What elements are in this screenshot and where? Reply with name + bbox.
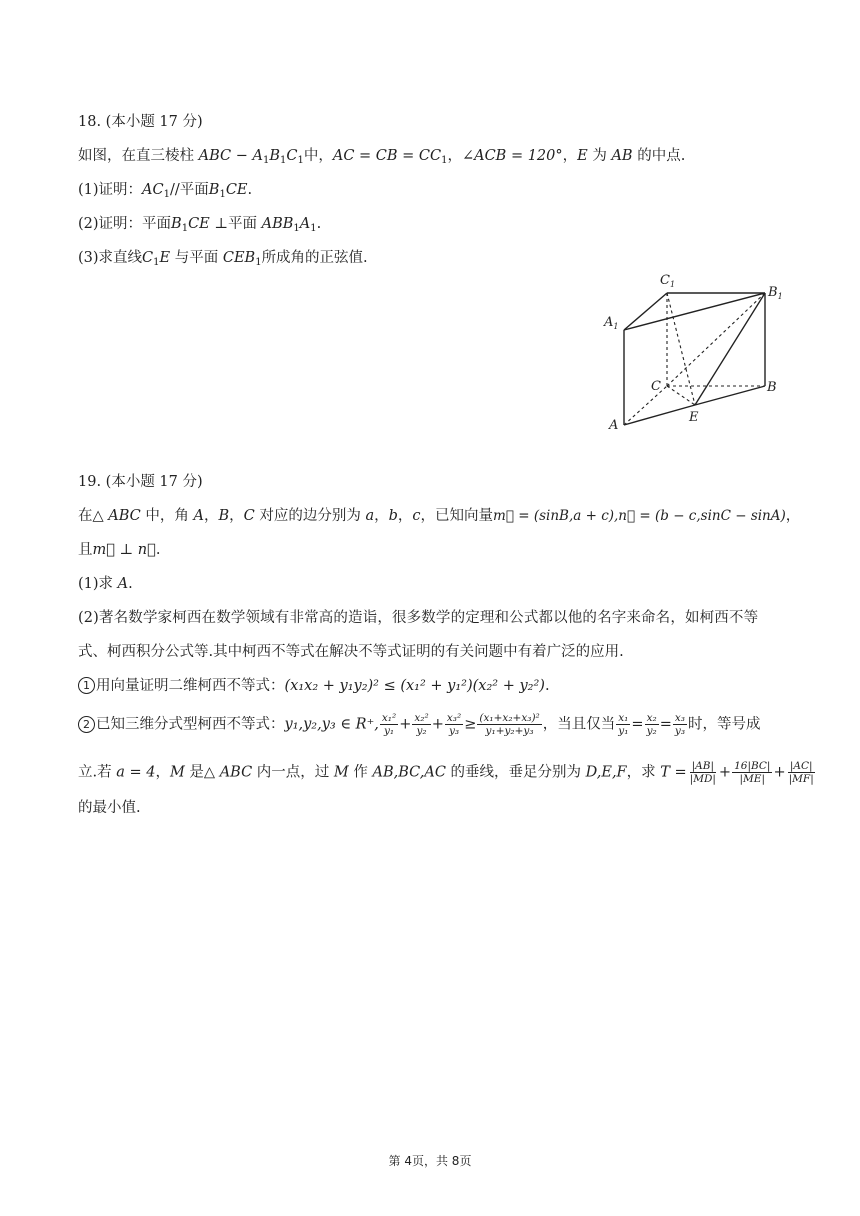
label-a1: $A_1$: [604, 315, 619, 331]
page-footer: 第 4页，共 8页: [388, 1154, 472, 1168]
fraction-ab-md: $\frac{|AB|}{|MD|}$: [689, 760, 716, 785]
fraction-x3-y3: $\frac{\text{x₃}}{\text{y₃}}$: [674, 712, 686, 737]
q19-item2-line3: 的最小值.: [78, 800, 141, 816]
label-c1: $C_1$: [660, 273, 676, 289]
q19-line1: 在△ ABC 中，角 A，B，C 对应的边分别为 a，b，c，已知向量m⃗ = (sinB,a + c),n⃗ = (b − c,sinC − sinA)，: [78, 508, 801, 524]
circled-number-1: 1: [78, 677, 95, 694]
q18-part2: (2)证明：平面$B_1CE$ ⊥平面 $ABB_1A_1$.: [78, 216, 322, 234]
q18-header: 18. (本小题 17 分): [78, 114, 203, 130]
label-c: C: [651, 379, 661, 394]
q19-item2: 2 已知三维分式型柯西不等式：y₁,y₂,y₃ ∈ R⁺, $\frac{\text{x₁²}}{\text{y₁}}$ + $\frac{\text{x₂²}}{\text{y₂}}$ + $\frac{\text{x₃²}}{\text{y₃}}$ ≥ $\frac{\text{(x₁+x₂+x₃)²}}{\text{y₁+y₂+y₃}}$ ，当且仅当 $\frac{\text{x₁}}{\text{y₁}}$ = $\frac{\text{x₂}}{\text{y₂}}$ = $\frac{\text{x₃}}{\text{y₃}}$ 时，等号成: [78, 712, 761, 737]
fraction-x1-y1: $\frac{\text{x₁}}{\text{y₁}}$: [618, 712, 629, 737]
fraction-ac-mf: $\frac{|AC|}{|MF|}$: [788, 760, 814, 785]
q19-line2: 且m⃗ ⊥ n⃗.: [78, 542, 161, 558]
q19-part2-line2: 式、柯西积分公式等.其中柯西不等式在解决不等式证明的有关问题中有着广泛的应用.: [78, 644, 624, 660]
fraction-x2-y2: $\frac{\text{x₂}}{\text{y₂}}$: [646, 712, 657, 737]
q19-part2-line1: (2)著名数学家柯西在数学领域有非常高的造诣，很多数学的定理和公式都以他的名字来命名，如柯西不等: [78, 610, 759, 626]
fraction-x2sq-y2: $\frac{\text{x₂²}}{\text{y₂}}$: [414, 712, 429, 737]
q19-item2-line2: 立.若 a = 4，M 是△ ABC 内一点，过 M 作 AB,BC,AC 的垂线，垂足分别为 D,E,F，求 T = $\frac{|AB|}{|MD|}$ + $\frac{16|BC|}{|ME|}$ + $\frac{|AC|}{|MF|}$: [78, 760, 814, 785]
q19-part1: (1)求 A.: [78, 576, 133, 592]
label-b1: $B_1$: [768, 285, 783, 301]
fraction-sum: $\frac{\text{(x₁+x₂+x₃)²}}{\text{y₁+y₂+y₃}}$: [479, 712, 540, 737]
q19-header: 19. (本小题 17 分): [78, 474, 203, 490]
label-e: E: [689, 410, 699, 425]
label-a: A: [609, 418, 619, 433]
label-b: B: [767, 380, 777, 395]
q18-part1: (1)证明：$AC_1//$平面$B_1CE$.: [78, 182, 253, 200]
prism-figure: [600, 268, 790, 438]
q18-intro: 如图，在直三棱柱 ABC − $A_1B_1C_1$中，AC = CB = $CC_1$，∠ACB = 120°，E 为 AB 的中点.: [78, 148, 686, 166]
edge-c1-e: [667, 293, 695, 405]
fraction-x3sq-y3: $\frac{\text{x₃²}}{\text{y₃}}$: [446, 712, 462, 737]
fraction-bc-me: $\frac{16|BC|}{|ME|}$: [734, 760, 771, 785]
fraction-x1sq-y1: $\frac{\text{x₁²}}{\text{y₁}}$: [381, 712, 397, 737]
circled-number-2: 2: [78, 716, 95, 733]
q18-part3: (3)求直线$C_1E$ 与平面 $CEB_1$所成角的正弦值.: [78, 250, 368, 268]
q19-item1: 1 用向量证明二维柯西不等式：(x₁x₂ + y₁y₂)² ≤ (x₁² + y₁²)(x₂² + y₂²).: [78, 676, 550, 696]
